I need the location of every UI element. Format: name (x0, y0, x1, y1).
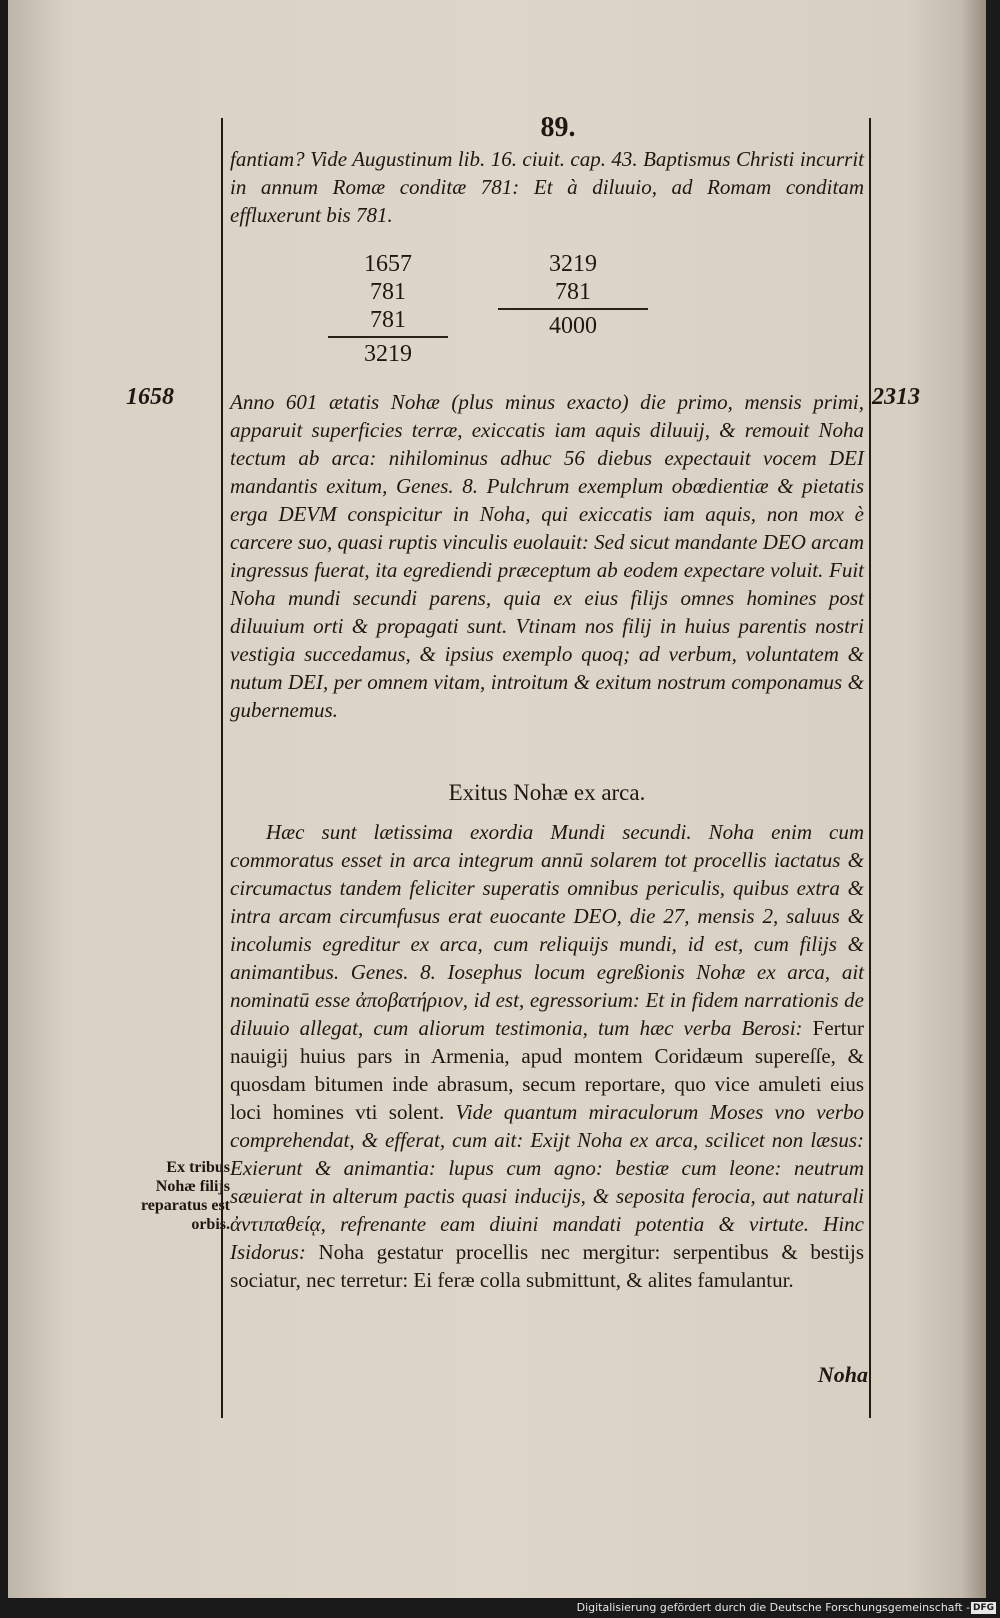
section-heading: Exitus Nohæ ex arca. (448, 780, 646, 805)
calculation-right (498, 250, 648, 340)
digitization-footer (0, 1598, 1000, 1618)
margin-year-left: 1658 (126, 384, 174, 410)
right-text-rule (869, 118, 871, 1418)
margin-year-right: 2313 (872, 384, 920, 410)
paragraph-2-roman-a: Fertur nauigij huius pars in Armenia, apud montem Coridæum supereſſe, & quosdam bitumen inde abrasum, secum reportare, quo vice amuleti eius loci homines vti solent. (230, 1016, 864, 1124)
calc-left-sum: 3219 (364, 341, 412, 367)
paragraph-2-italic-a: Hæc sunt lætissima exordia Mundi secundi. Noha enim cum commoratus esset in arca integrum annū solarem tot procellis iactatus & circumactus tandem feliciter superatis omnibus periculis, quibus extra & intra arcam circumfusus erat euocante DEO, die 27, mensis 2, saluus & incolumis egreditur ex arca, cum reliquijs mundi, id est, cum filijs & animantibus. Genes. 8. Iosephus locum egreßionis Nohæ ex arca, ait nominatū esse ἀποβατήριον, id est, egressorium: Et in fidem narrationis de diluuio allegat, cum aliorum testimonia, tum hæc verba Berosi: (230, 820, 864, 1040)
calc-right-sum-rule (498, 308, 648, 310)
calculation-left (328, 250, 448, 368)
margin-note-line-4: orbis. (191, 1216, 230, 1233)
intro-paragraph (230, 145, 864, 229)
calc-right-line-1: 3219 (549, 251, 597, 277)
paragraph-2-roman-b: Noha gestatur procellis nec mergitur: serpentibus & bestijs sociatur, nec terretur: Ei feræ colla submittunt, & alites famulantur. (230, 1240, 864, 1292)
book-page (8, 0, 986, 1598)
calc-left-line-2: 781 (370, 279, 406, 305)
footer-text: Digitalisierung gefördert durch die Deutsche Forschungsgemeinschaft - (576, 1601, 970, 1614)
calc-right-line-2: 781 (555, 279, 591, 305)
paragraph-1-text: Anno 601 ætatis Nohæ (plus minus exacto) die primo, mensis primi, apparuit superficies terræ, exiccatis iam aquis diluuij, & remouit Noha tectum ab arca: nihilominus adhuc 56 diebus expectauit vocem DEI mandantis exitum, Genes. 8. Pulchrum exemplum obœdientiæ & pietatis erga DEVM conspicitur in Noha, qui exiccatis iam aquis, non mox è carcere suo, quasi ruptis vinculis euolauit: Sed sicut mandante DEO arcam ingressus fuerat, ita egrediendi præceptum ab eodem expectare voluit. Fuit Noha mundi secundi parens, quia ex eius filijs omnes homines post diluuium orti & propagati sunt. Vtinam nos filij in huius parentis nostri vestigia succedamus, & ipsius exemplo quoq; ad verbum, voluntatem & nutum DEI, per omnem vitam, introitum & exitum nostrum componamus & gubernemus. (230, 390, 864, 722)
catchword: Noha (817, 1362, 868, 1387)
paragraph-2-italic-b: Vide quantum miraculorum Moses vno verbo comprehendat, & efferat, cum ait: Exijt Noha ex arca, scilicet non læsus: Exierunt & animantia: lupus cum agno: bestiæ cum leone: neutrum sæuierat in alterum pactis quasi inducijs, & seposita ferocia, aut naturali ἀντιπαθείᾳ, refrenante eam diuini mandati potentia & virtute. Hinc Isidorus: (230, 1100, 865, 1264)
dfg-logo: DFG (972, 1603, 994, 1613)
calc-left-line-1: 1657 (364, 251, 412, 277)
margin-note-line-2: Nohæ filijs (155, 1178, 230, 1195)
paragraph-1 (230, 388, 864, 724)
margin-note-line-1: Ex tribus (166, 1159, 230, 1176)
calc-left-line-3: 781 (370, 307, 406, 333)
calc-left-sum-rule (328, 336, 448, 338)
calc-right-sum: 4000 (549, 313, 597, 339)
margin-note (138, 1158, 230, 1234)
page-number: 89. (540, 112, 576, 143)
intro-text: fantiam? Vide Augustinum lib. 16. ciuit. cap. 43. Baptismus Christi incurrit in annum Romæ conditæ 781: Et à diluuio, ad Romam conditam effluxerunt bis 781. (230, 147, 864, 227)
paragraph-2 (230, 818, 864, 1294)
margin-note-line-3: reparatus est (140, 1197, 230, 1214)
